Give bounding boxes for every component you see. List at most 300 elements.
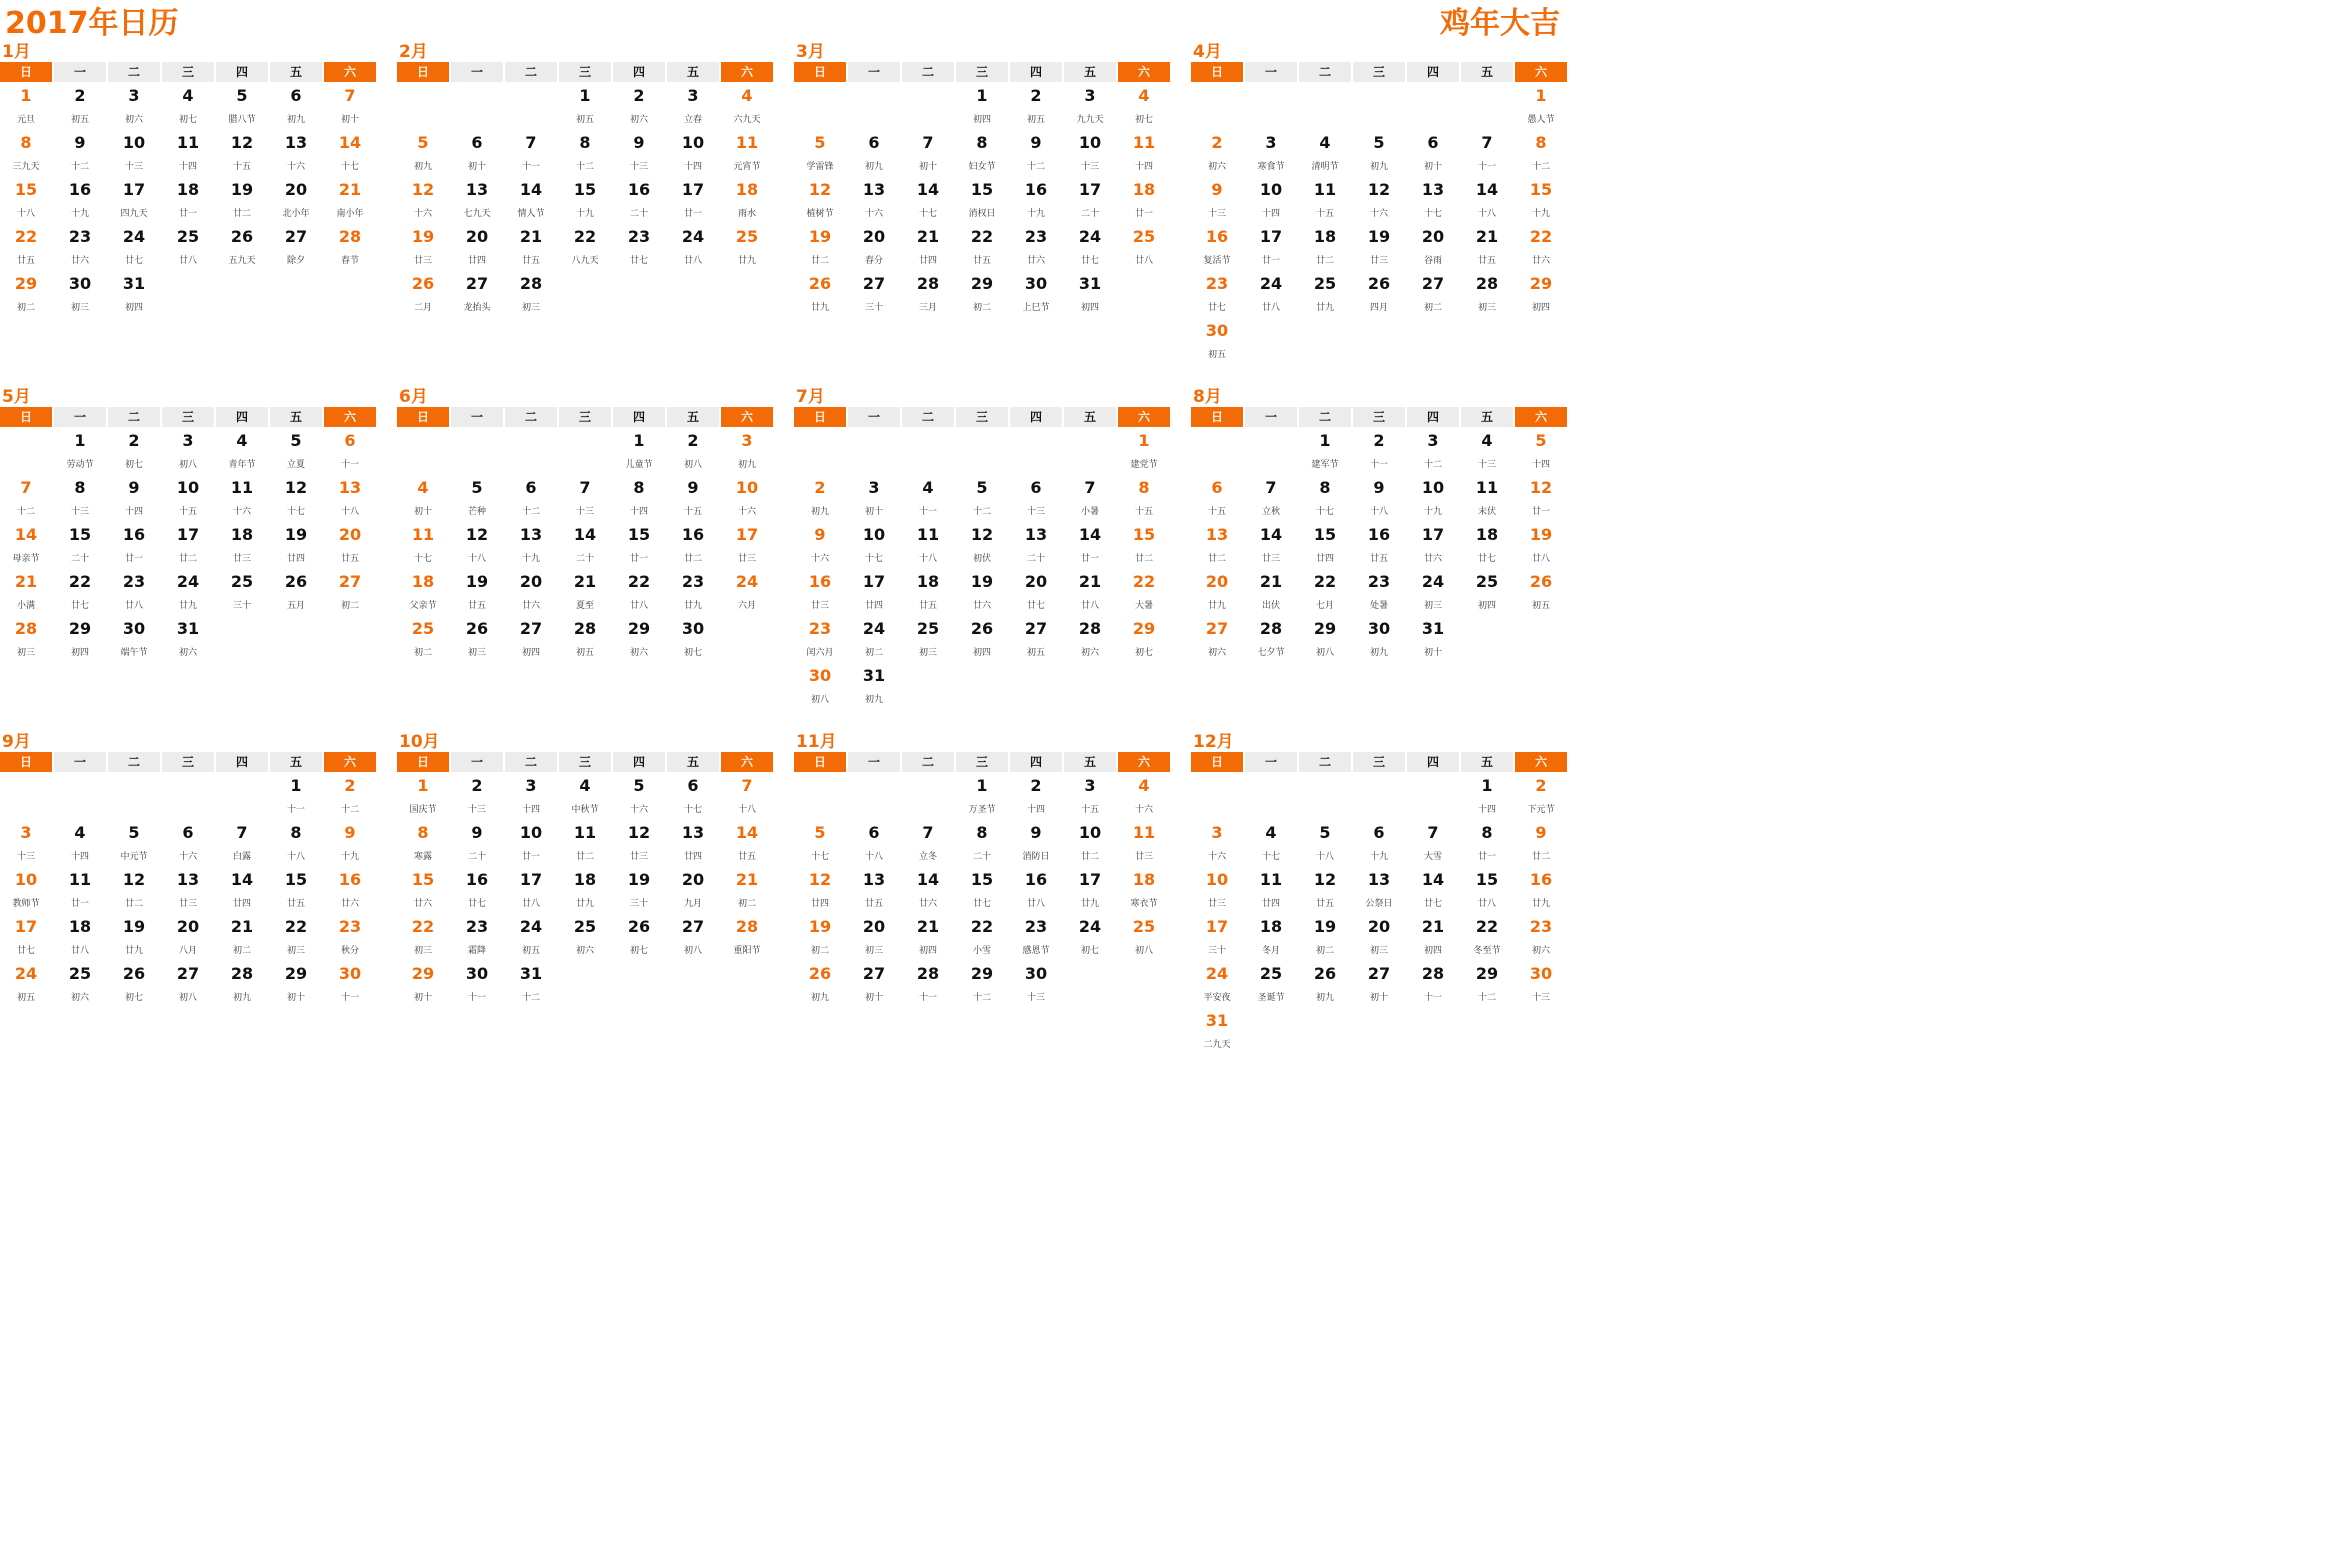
day-cell[interactable] bbox=[1064, 774, 1116, 820]
day-cell[interactable] bbox=[54, 617, 106, 663]
day-cell[interactable] bbox=[956, 476, 1008, 522]
day-cell[interactable] bbox=[848, 570, 900, 616]
day-cell[interactable] bbox=[721, 570, 773, 616]
day-cell[interactable] bbox=[162, 570, 214, 616]
day-cell[interactable] bbox=[1515, 225, 1567, 271]
day-cell[interactable] bbox=[1191, 962, 1243, 1008]
day-cell[interactable] bbox=[0, 570, 52, 616]
day-cell[interactable] bbox=[451, 774, 503, 820]
day-cell[interactable] bbox=[162, 915, 214, 961]
day-cell[interactable] bbox=[54, 962, 106, 1008]
day-cell[interactable] bbox=[54, 476, 106, 522]
day-cell[interactable] bbox=[1064, 821, 1116, 867]
day-cell[interactable] bbox=[1515, 523, 1567, 569]
day-cell[interactable] bbox=[505, 868, 557, 914]
day-cell[interactable] bbox=[1191, 570, 1243, 616]
day-cell[interactable] bbox=[1064, 84, 1116, 130]
day-cell[interactable] bbox=[1245, 523, 1297, 569]
day-cell[interactable] bbox=[1353, 178, 1405, 224]
day-cell[interactable] bbox=[451, 225, 503, 271]
day-cell[interactable] bbox=[1010, 915, 1062, 961]
day-cell[interactable] bbox=[721, 476, 773, 522]
day-cell[interactable] bbox=[397, 225, 449, 271]
day-cell[interactable] bbox=[451, 915, 503, 961]
day-cell[interactable] bbox=[613, 774, 665, 820]
day-cell[interactable] bbox=[505, 962, 557, 1008]
day-cell[interactable] bbox=[1245, 821, 1297, 867]
day-cell[interactable] bbox=[216, 476, 268, 522]
day-cell[interactable] bbox=[270, 962, 322, 1008]
day-cell[interactable] bbox=[451, 821, 503, 867]
day-cell[interactable] bbox=[721, 131, 773, 177]
day-cell[interactable] bbox=[108, 523, 160, 569]
day-cell[interactable] bbox=[794, 821, 846, 867]
day-cell[interactable] bbox=[1245, 476, 1297, 522]
day-cell[interactable] bbox=[667, 570, 719, 616]
day-cell[interactable] bbox=[1299, 617, 1351, 663]
day-cell[interactable] bbox=[721, 429, 773, 475]
day-cell[interactable] bbox=[505, 272, 557, 318]
day-cell[interactable] bbox=[1353, 225, 1405, 271]
day-cell[interactable] bbox=[613, 429, 665, 475]
day-cell[interactable] bbox=[270, 570, 322, 616]
day-cell[interactable] bbox=[1407, 523, 1459, 569]
day-cell[interactable] bbox=[0, 84, 52, 130]
day-cell[interactable] bbox=[1191, 131, 1243, 177]
day-cell[interactable] bbox=[505, 225, 557, 271]
day-cell[interactable] bbox=[667, 915, 719, 961]
day-cell[interactable] bbox=[1407, 131, 1459, 177]
day-cell[interactable] bbox=[613, 131, 665, 177]
day-cell[interactable] bbox=[54, 429, 106, 475]
day-cell[interactable] bbox=[956, 178, 1008, 224]
day-cell[interactable] bbox=[1461, 774, 1513, 820]
day-cell[interactable] bbox=[1407, 617, 1459, 663]
day-cell[interactable] bbox=[1245, 131, 1297, 177]
day-cell[interactable] bbox=[397, 178, 449, 224]
day-cell[interactable] bbox=[613, 523, 665, 569]
day-cell[interactable] bbox=[667, 131, 719, 177]
day-cell[interactable] bbox=[613, 476, 665, 522]
day-cell[interactable] bbox=[559, 868, 611, 914]
day-cell[interactable] bbox=[794, 225, 846, 271]
day-cell[interactable] bbox=[0, 272, 52, 318]
day-cell[interactable] bbox=[216, 868, 268, 914]
day-cell[interactable] bbox=[1010, 570, 1062, 616]
day-cell[interactable] bbox=[848, 225, 900, 271]
day-cell[interactable] bbox=[1407, 821, 1459, 867]
day-cell[interactable] bbox=[1118, 84, 1170, 130]
day-cell[interactable] bbox=[216, 523, 268, 569]
day-cell[interactable] bbox=[0, 962, 52, 1008]
day-cell[interactable] bbox=[162, 868, 214, 914]
day-cell[interactable] bbox=[505, 617, 557, 663]
day-cell[interactable] bbox=[902, 178, 954, 224]
day-cell[interactable] bbox=[505, 570, 557, 616]
day-cell[interactable] bbox=[956, 821, 1008, 867]
day-cell[interactable] bbox=[1191, 178, 1243, 224]
day-cell[interactable] bbox=[1118, 476, 1170, 522]
day-cell[interactable] bbox=[1515, 868, 1567, 914]
day-cell[interactable] bbox=[559, 774, 611, 820]
day-cell[interactable] bbox=[1118, 429, 1170, 475]
day-cell[interactable] bbox=[1353, 915, 1405, 961]
day-cell[interactable] bbox=[956, 225, 1008, 271]
day-cell[interactable] bbox=[505, 131, 557, 177]
day-cell[interactable] bbox=[848, 664, 900, 710]
day-cell[interactable] bbox=[0, 868, 52, 914]
day-cell[interactable] bbox=[0, 178, 52, 224]
day-cell[interactable] bbox=[324, 178, 376, 224]
day-cell[interactable] bbox=[1299, 821, 1351, 867]
day-cell[interactable] bbox=[667, 774, 719, 820]
day-cell[interactable] bbox=[54, 868, 106, 914]
day-cell[interactable] bbox=[162, 429, 214, 475]
day-cell[interactable] bbox=[1010, 523, 1062, 569]
day-cell[interactable] bbox=[559, 915, 611, 961]
day-cell[interactable] bbox=[1515, 272, 1567, 318]
day-cell[interactable] bbox=[451, 476, 503, 522]
day-cell[interactable] bbox=[216, 821, 268, 867]
day-cell[interactable] bbox=[721, 225, 773, 271]
day-cell[interactable] bbox=[216, 915, 268, 961]
day-cell[interactable] bbox=[270, 476, 322, 522]
day-cell[interactable] bbox=[1191, 617, 1243, 663]
day-cell[interactable] bbox=[1064, 915, 1116, 961]
day-cell[interactable] bbox=[1191, 1009, 1243, 1055]
day-cell[interactable] bbox=[1461, 225, 1513, 271]
day-cell[interactable] bbox=[216, 962, 268, 1008]
day-cell[interactable] bbox=[1299, 272, 1351, 318]
day-cell[interactable] bbox=[667, 84, 719, 130]
day-cell[interactable] bbox=[1407, 868, 1459, 914]
day-cell[interactable] bbox=[1461, 476, 1513, 522]
day-cell[interactable] bbox=[0, 476, 52, 522]
day-cell[interactable] bbox=[162, 131, 214, 177]
day-cell[interactable] bbox=[1064, 225, 1116, 271]
day-cell[interactable] bbox=[1407, 178, 1459, 224]
day-cell[interactable] bbox=[613, 84, 665, 130]
day-cell[interactable] bbox=[559, 476, 611, 522]
day-cell[interactable] bbox=[108, 821, 160, 867]
day-cell[interactable] bbox=[794, 617, 846, 663]
day-cell[interactable] bbox=[451, 131, 503, 177]
day-cell[interactable] bbox=[1010, 131, 1062, 177]
day-cell[interactable] bbox=[108, 915, 160, 961]
day-cell[interactable] bbox=[1299, 915, 1351, 961]
day-cell[interactable] bbox=[902, 868, 954, 914]
day-cell[interactable] bbox=[1353, 429, 1405, 475]
day-cell[interactable] bbox=[1353, 617, 1405, 663]
day-cell[interactable] bbox=[1064, 131, 1116, 177]
day-cell[interactable] bbox=[1191, 868, 1243, 914]
day-cell[interactable] bbox=[1353, 131, 1405, 177]
day-cell[interactable] bbox=[794, 868, 846, 914]
day-cell[interactable] bbox=[559, 617, 611, 663]
day-cell[interactable] bbox=[721, 915, 773, 961]
day-cell[interactable] bbox=[397, 476, 449, 522]
day-cell[interactable] bbox=[848, 476, 900, 522]
day-cell[interactable] bbox=[505, 821, 557, 867]
day-cell[interactable] bbox=[667, 476, 719, 522]
day-cell[interactable] bbox=[451, 617, 503, 663]
day-cell[interactable] bbox=[1118, 225, 1170, 271]
day-cell[interactable] bbox=[956, 915, 1008, 961]
day-cell[interactable] bbox=[505, 476, 557, 522]
day-cell[interactable] bbox=[1407, 962, 1459, 1008]
day-cell[interactable] bbox=[1191, 225, 1243, 271]
day-cell[interactable] bbox=[613, 178, 665, 224]
day-cell[interactable] bbox=[1010, 821, 1062, 867]
day-cell[interactable] bbox=[1118, 131, 1170, 177]
day-cell[interactable] bbox=[1515, 570, 1567, 616]
day-cell[interactable] bbox=[108, 570, 160, 616]
day-cell[interactable] bbox=[270, 523, 322, 569]
day-cell[interactable] bbox=[451, 962, 503, 1008]
day-cell[interactable] bbox=[1010, 868, 1062, 914]
day-cell[interactable] bbox=[794, 915, 846, 961]
day-cell[interactable] bbox=[0, 617, 52, 663]
day-cell[interactable] bbox=[324, 476, 376, 522]
day-cell[interactable] bbox=[1515, 962, 1567, 1008]
day-cell[interactable] bbox=[1118, 868, 1170, 914]
day-cell[interactable] bbox=[902, 617, 954, 663]
day-cell[interactable] bbox=[794, 476, 846, 522]
day-cell[interactable] bbox=[397, 570, 449, 616]
day-cell[interactable] bbox=[270, 915, 322, 961]
day-cell[interactable] bbox=[1515, 476, 1567, 522]
day-cell[interactable] bbox=[1353, 476, 1405, 522]
day-cell[interactable] bbox=[108, 131, 160, 177]
day-cell[interactable] bbox=[0, 225, 52, 271]
day-cell[interactable] bbox=[216, 429, 268, 475]
day-cell[interactable] bbox=[956, 868, 1008, 914]
day-cell[interactable] bbox=[108, 476, 160, 522]
day-cell[interactable] bbox=[108, 429, 160, 475]
day-cell[interactable] bbox=[397, 523, 449, 569]
day-cell[interactable] bbox=[956, 617, 1008, 663]
day-cell[interactable] bbox=[397, 962, 449, 1008]
day-cell[interactable] bbox=[108, 272, 160, 318]
day-cell[interactable] bbox=[1461, 272, 1513, 318]
day-cell[interactable] bbox=[397, 774, 449, 820]
day-cell[interactable] bbox=[902, 915, 954, 961]
day-cell[interactable] bbox=[451, 523, 503, 569]
day-cell[interactable] bbox=[956, 523, 1008, 569]
day-cell[interactable] bbox=[956, 272, 1008, 318]
day-cell[interactable] bbox=[162, 821, 214, 867]
day-cell[interactable] bbox=[1515, 178, 1567, 224]
day-cell[interactable] bbox=[1010, 617, 1062, 663]
day-cell[interactable] bbox=[54, 272, 106, 318]
day-cell[interactable] bbox=[1407, 476, 1459, 522]
day-cell[interactable] bbox=[324, 962, 376, 1008]
day-cell[interactable] bbox=[667, 821, 719, 867]
day-cell[interactable] bbox=[613, 225, 665, 271]
day-cell[interactable] bbox=[1461, 178, 1513, 224]
day-cell[interactable] bbox=[902, 476, 954, 522]
day-cell[interactable] bbox=[848, 868, 900, 914]
day-cell[interactable] bbox=[559, 523, 611, 569]
day-cell[interactable] bbox=[397, 272, 449, 318]
day-cell[interactable] bbox=[1245, 570, 1297, 616]
day-cell[interactable] bbox=[1245, 915, 1297, 961]
day-cell[interactable] bbox=[902, 821, 954, 867]
day-cell[interactable] bbox=[505, 774, 557, 820]
day-cell[interactable] bbox=[721, 774, 773, 820]
day-cell[interactable] bbox=[848, 523, 900, 569]
day-cell[interactable] bbox=[721, 821, 773, 867]
day-cell[interactable] bbox=[1353, 570, 1405, 616]
day-cell[interactable] bbox=[559, 131, 611, 177]
day-cell[interactable] bbox=[397, 915, 449, 961]
day-cell[interactable] bbox=[1010, 178, 1062, 224]
day-cell[interactable] bbox=[956, 570, 1008, 616]
day-cell[interactable] bbox=[721, 868, 773, 914]
day-cell[interactable] bbox=[848, 178, 900, 224]
day-cell[interactable] bbox=[1245, 225, 1297, 271]
day-cell[interactable] bbox=[613, 570, 665, 616]
day-cell[interactable] bbox=[1245, 962, 1297, 1008]
day-cell[interactable] bbox=[902, 962, 954, 1008]
day-cell[interactable] bbox=[1118, 821, 1170, 867]
day-cell[interactable] bbox=[324, 570, 376, 616]
day-cell[interactable] bbox=[451, 570, 503, 616]
day-cell[interactable] bbox=[324, 429, 376, 475]
day-cell[interactable] bbox=[1010, 272, 1062, 318]
day-cell[interactable] bbox=[54, 131, 106, 177]
day-cell[interactable] bbox=[667, 523, 719, 569]
day-cell[interactable] bbox=[216, 84, 268, 130]
day-cell[interactable] bbox=[1010, 476, 1062, 522]
day-cell[interactable] bbox=[1118, 570, 1170, 616]
day-cell[interactable] bbox=[1407, 429, 1459, 475]
day-cell[interactable] bbox=[162, 617, 214, 663]
day-cell[interactable] bbox=[0, 821, 52, 867]
day-cell[interactable] bbox=[162, 225, 214, 271]
day-cell[interactable] bbox=[794, 962, 846, 1008]
day-cell[interactable] bbox=[324, 131, 376, 177]
day-cell[interactable] bbox=[956, 84, 1008, 130]
day-cell[interactable] bbox=[1353, 962, 1405, 1008]
day-cell[interactable] bbox=[1353, 523, 1405, 569]
day-cell[interactable] bbox=[794, 523, 846, 569]
day-cell[interactable] bbox=[1191, 821, 1243, 867]
day-cell[interactable] bbox=[1191, 476, 1243, 522]
day-cell[interactable] bbox=[1299, 178, 1351, 224]
day-cell[interactable] bbox=[956, 131, 1008, 177]
day-cell[interactable] bbox=[848, 821, 900, 867]
day-cell[interactable] bbox=[1191, 319, 1243, 365]
day-cell[interactable] bbox=[1461, 821, 1513, 867]
day-cell[interactable] bbox=[794, 664, 846, 710]
day-cell[interactable] bbox=[794, 272, 846, 318]
day-cell[interactable] bbox=[505, 178, 557, 224]
day-cell[interactable] bbox=[559, 225, 611, 271]
day-cell[interactable] bbox=[1515, 915, 1567, 961]
day-cell[interactable] bbox=[54, 178, 106, 224]
day-cell[interactable] bbox=[505, 523, 557, 569]
day-cell[interactable] bbox=[1245, 178, 1297, 224]
day-cell[interactable] bbox=[1461, 523, 1513, 569]
day-cell[interactable] bbox=[270, 821, 322, 867]
day-cell[interactable] bbox=[1461, 962, 1513, 1008]
day-cell[interactable] bbox=[216, 225, 268, 271]
day-cell[interactable] bbox=[0, 131, 52, 177]
day-cell[interactable] bbox=[1407, 570, 1459, 616]
day-cell[interactable] bbox=[108, 225, 160, 271]
day-cell[interactable] bbox=[667, 868, 719, 914]
day-cell[interactable] bbox=[324, 225, 376, 271]
day-cell[interactable] bbox=[1515, 774, 1567, 820]
day-cell[interactable] bbox=[902, 225, 954, 271]
day-cell[interactable] bbox=[1064, 178, 1116, 224]
day-cell[interactable] bbox=[216, 570, 268, 616]
day-cell[interactable] bbox=[794, 131, 846, 177]
day-cell[interactable] bbox=[667, 617, 719, 663]
day-cell[interactable] bbox=[1118, 523, 1170, 569]
day-cell[interactable] bbox=[1010, 84, 1062, 130]
day-cell[interactable] bbox=[1191, 272, 1243, 318]
day-cell[interactable] bbox=[54, 915, 106, 961]
day-cell[interactable] bbox=[613, 821, 665, 867]
day-cell[interactable] bbox=[1010, 225, 1062, 271]
day-cell[interactable] bbox=[794, 178, 846, 224]
day-cell[interactable] bbox=[667, 429, 719, 475]
day-cell[interactable] bbox=[397, 868, 449, 914]
day-cell[interactable] bbox=[1299, 225, 1351, 271]
day-cell[interactable] bbox=[324, 915, 376, 961]
day-cell[interactable] bbox=[162, 476, 214, 522]
day-cell[interactable] bbox=[956, 962, 1008, 1008]
day-cell[interactable] bbox=[1353, 868, 1405, 914]
day-cell[interactable] bbox=[1191, 915, 1243, 961]
day-cell[interactable] bbox=[1010, 962, 1062, 1008]
day-cell[interactable] bbox=[1299, 523, 1351, 569]
day-cell[interactable] bbox=[108, 617, 160, 663]
day-cell[interactable] bbox=[397, 617, 449, 663]
day-cell[interactable] bbox=[108, 178, 160, 224]
day-cell[interactable] bbox=[270, 225, 322, 271]
day-cell[interactable] bbox=[794, 570, 846, 616]
day-cell[interactable] bbox=[1118, 915, 1170, 961]
day-cell[interactable] bbox=[1064, 570, 1116, 616]
day-cell[interactable] bbox=[1064, 868, 1116, 914]
day-cell[interactable] bbox=[505, 915, 557, 961]
day-cell[interactable] bbox=[1353, 272, 1405, 318]
day-cell[interactable] bbox=[162, 84, 214, 130]
day-cell[interactable] bbox=[324, 821, 376, 867]
day-cell[interactable] bbox=[613, 868, 665, 914]
day-cell[interactable] bbox=[1191, 523, 1243, 569]
day-cell[interactable] bbox=[54, 225, 106, 271]
day-cell[interactable] bbox=[667, 178, 719, 224]
day-cell[interactable] bbox=[1299, 962, 1351, 1008]
day-cell[interactable] bbox=[1299, 131, 1351, 177]
day-cell[interactable] bbox=[54, 523, 106, 569]
day-cell[interactable] bbox=[162, 178, 214, 224]
day-cell[interactable] bbox=[559, 84, 611, 130]
day-cell[interactable] bbox=[397, 131, 449, 177]
day-cell[interactable] bbox=[1515, 84, 1567, 130]
day-cell[interactable] bbox=[324, 84, 376, 130]
day-cell[interactable] bbox=[1064, 476, 1116, 522]
day-cell[interactable] bbox=[1118, 774, 1170, 820]
day-cell[interactable] bbox=[1407, 915, 1459, 961]
day-cell[interactable] bbox=[1245, 617, 1297, 663]
day-cell[interactable] bbox=[1515, 821, 1567, 867]
day-cell[interactable] bbox=[108, 868, 160, 914]
